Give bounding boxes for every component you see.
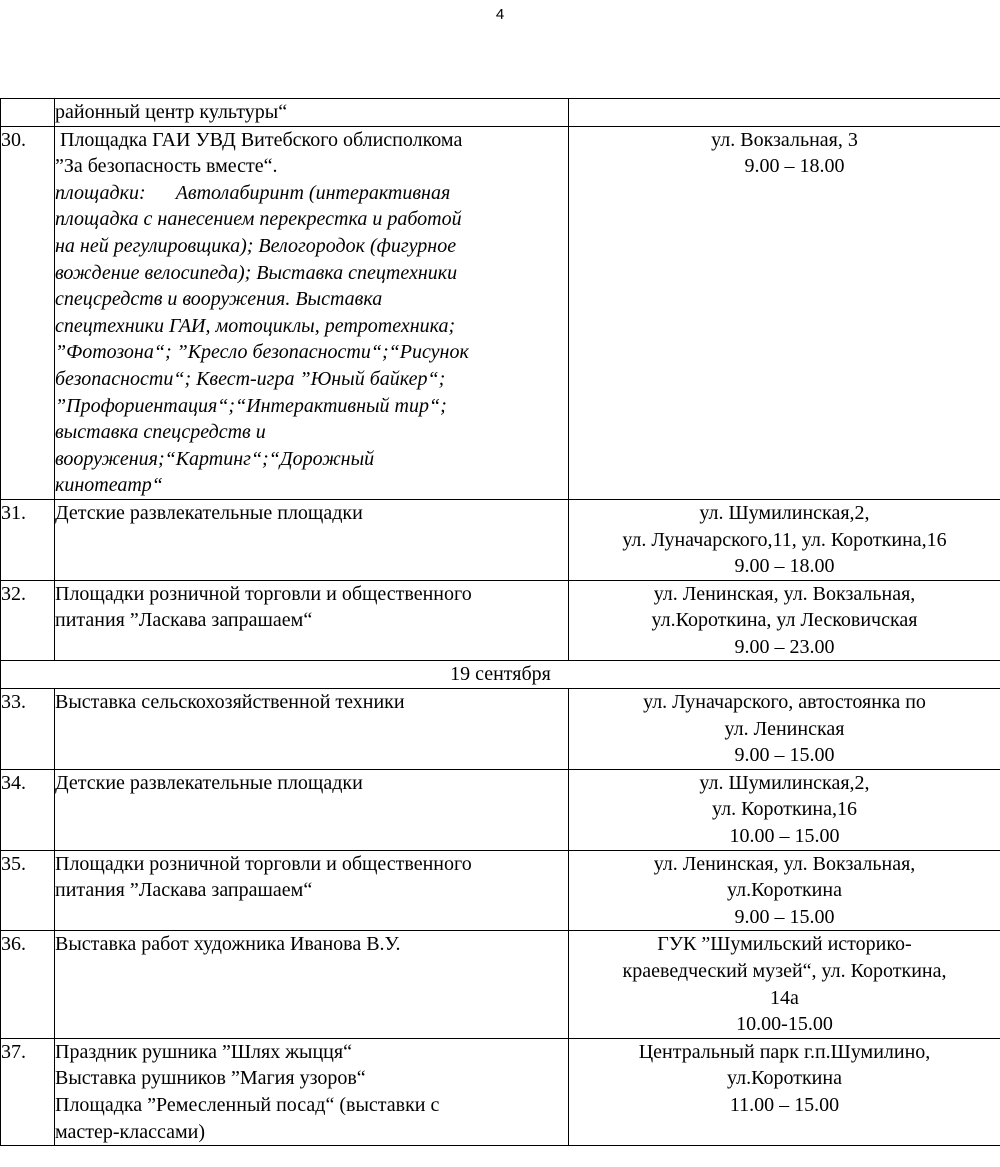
event-detail-line: выставка спецсредств и xyxy=(55,421,266,444)
place-line: 9.00 – 23.00 xyxy=(734,635,835,658)
place-cell xyxy=(569,689,1000,770)
event-detail-line: ”Фотозона“; ”Кресло безопасности“;“Рисунок xyxy=(55,341,469,364)
event-line: районный центр культуры“ xyxy=(55,101,288,123)
event-cell xyxy=(55,580,569,661)
place-line: 9.00 – 15.00 xyxy=(734,744,835,767)
place-cell xyxy=(569,126,1000,499)
place-line: ул. Короткина,16 xyxy=(712,798,857,821)
event-detail-line: площадка с нанесением перекрестка и работой xyxy=(55,208,462,231)
table-row xyxy=(1,580,1000,661)
place-cell xyxy=(569,580,1000,661)
place-line: ул. Шумилинская,2, xyxy=(699,771,870,794)
place-cell xyxy=(569,850,1000,931)
row-number: 31. xyxy=(1,499,55,580)
event-line: мастер-классами) xyxy=(55,1120,206,1143)
row-number: 36. xyxy=(1,931,55,1038)
event-detail-line: вождение велосипеда); Выставка спецтехники xyxy=(55,261,458,284)
event-cell xyxy=(55,850,569,931)
table-row xyxy=(1,99,1000,127)
event-line: Площадки розничной торговли и общественного xyxy=(55,852,472,875)
place-cell xyxy=(569,499,1000,580)
place-line: Центральный парк г.п.Шумилино, xyxy=(638,1040,931,1063)
row-number: 34. xyxy=(1,769,55,850)
event-line: Выставка рушников ”Магия узоров“ xyxy=(55,1067,366,1090)
page-number: 4 xyxy=(495,6,505,23)
event-line: Детские развлекательные площадки xyxy=(55,501,363,524)
place-cell xyxy=(569,99,1000,127)
table-row xyxy=(1,1038,1000,1145)
event-line: питания ”Ласкава запрашаем“ xyxy=(55,609,313,632)
place-line: ул. Шумилинская,2, xyxy=(699,501,870,524)
event-cell xyxy=(55,126,569,499)
place-line: ул. Вокзальная, 3 xyxy=(711,128,858,151)
place-line: ул. Луначарского, автостоянка по xyxy=(643,691,926,714)
row-number: 32. xyxy=(1,580,55,661)
place-line: 9.00 – 15.00 xyxy=(734,905,835,928)
event-cell xyxy=(55,931,569,1038)
event-line: Площадки розничной торговли и общественного xyxy=(55,582,472,605)
event-detail-line: спецтехники ГАИ, мотоциклы, ретротехника; xyxy=(55,314,456,337)
event-line: Площадка ГАИ УВД Витебского облисполкома xyxy=(55,128,463,151)
place-line: краеведческий музей“, ул. Короткина, xyxy=(622,960,947,982)
event-detail-line: безопасности“; Квест-игра ”Юный байкер“; xyxy=(55,367,446,390)
place-cell xyxy=(569,769,1000,850)
event-cell xyxy=(55,1038,569,1145)
table-row xyxy=(1,931,1000,1038)
date-heading-row xyxy=(1,661,1000,689)
place-line: 10.00-15.00 xyxy=(736,1013,833,1036)
row-number xyxy=(1,99,55,127)
place-line: ул. Ленинская xyxy=(724,717,845,740)
place-line: 14а xyxy=(770,986,799,1009)
event-line: Выставка сельскохозяйственной техники xyxy=(55,691,405,714)
event-detail-line: на ней регулировщика); Велогородок (фигурное xyxy=(55,234,457,257)
event-line: Площадка ”Ремесленный посад“ (выставки с xyxy=(55,1093,440,1116)
table-row xyxy=(1,769,1000,850)
event-detail-line: кинотеатр“ xyxy=(55,474,163,497)
row-number: 37. xyxy=(1,1038,55,1145)
place-line: ул. Луначарского,11, ул. Короткина,16 xyxy=(622,528,947,551)
place-line: 10.00 – 15.00 xyxy=(729,825,840,848)
event-line: Выставка работ художника Иванова В.У. xyxy=(55,933,401,956)
event-line: Детские развлекательные площадки xyxy=(55,771,363,794)
event-line: ”За безопасность вместе“. xyxy=(55,155,278,178)
schedule-body xyxy=(1,99,1000,1146)
place-line: 9.00 – 18.00 xyxy=(724,155,845,178)
place-line: ГУК ”Шумильский историко- xyxy=(657,933,912,956)
table-row xyxy=(1,689,1000,770)
event-cell xyxy=(55,99,569,127)
place-line: ул.Короткина xyxy=(727,879,842,902)
row-number: 30. xyxy=(1,126,55,499)
event-cell xyxy=(55,689,569,770)
event-detail-line: вооружения;“Картинг“;“Дорожный xyxy=(55,447,375,470)
table-row xyxy=(1,499,1000,580)
place-line: ул. Ленинская, ул. Вокзальная, xyxy=(653,852,916,875)
date-heading: 19 сентября xyxy=(1,661,1000,689)
place-cell xyxy=(569,931,1000,1038)
event-detail-line: площадки: Автолабиринт (интерактивная xyxy=(55,181,451,204)
event-schedule-table xyxy=(0,98,1000,1146)
place-line: ул.Короткина xyxy=(727,1067,842,1090)
event-line: Праздник рушника ”Шлях жыцця“ xyxy=(55,1040,352,1063)
place-line: ул. Ленинская, ул. Вокзальная, xyxy=(653,582,916,605)
event-line: питания ”Ласкава запрашаем“ xyxy=(55,879,313,902)
event-detail-line: спецсредств и вооружения. Выставка xyxy=(55,288,383,311)
row-number: 33. xyxy=(1,689,55,770)
table-row xyxy=(1,126,1000,499)
place-cell xyxy=(569,1038,1000,1145)
event-cell xyxy=(55,499,569,580)
table-row xyxy=(1,850,1000,931)
place-line: 9.00 – 18.00 xyxy=(734,555,835,578)
row-number: 35. xyxy=(1,850,55,931)
event-detail-line: ”Профориентация“;“Интерактивный тир“; xyxy=(55,394,447,417)
place-line: ул.Короткина, ул Лесковичская xyxy=(651,609,918,632)
event-cell xyxy=(55,769,569,850)
place-line: 11.00 – 15.00 xyxy=(729,1093,840,1116)
